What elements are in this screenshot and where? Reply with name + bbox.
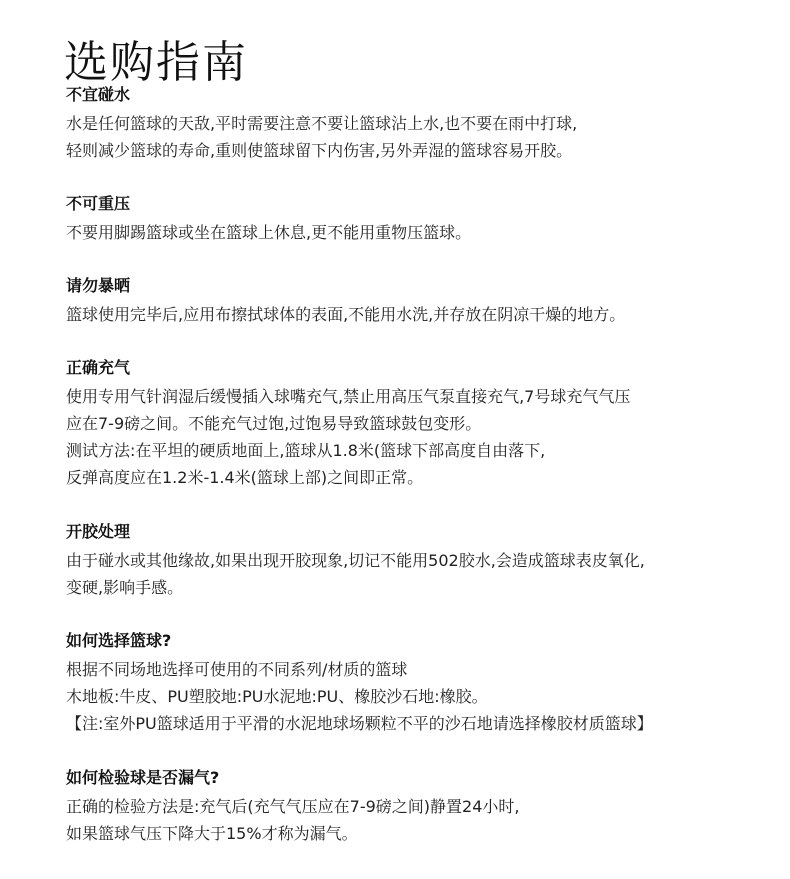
section-line: 【注:室外PU篮球适用于平滑的水泥地球场颗粒不平的沙石地请选择橡胶材质篮球】 xyxy=(66,714,653,733)
section-heading: 如何选择篮球? xyxy=(66,631,172,650)
section-heading: 正确充气 xyxy=(66,358,131,377)
section-heading: 请勿暴晒 xyxy=(66,276,131,295)
section-line: 正确的检验方法是:充气后(充气气压应在7-9磅之间)静置24小时, xyxy=(66,797,520,816)
section-heading: 不可重压 xyxy=(66,194,131,213)
section-line: 使用专用气针润湿后缓慢插入球嘴充气,禁止用高压气泵直接充气,7号球充气气压 xyxy=(66,387,631,406)
section-no-water xyxy=(66,84,577,164)
section-no-sun xyxy=(66,275,625,328)
section-line: 反弹高度应在1.2米-1.4米(篮球上部)之间即正常。 xyxy=(66,468,424,487)
section-line: 木地板:牛皮、PU塑胶地:PU水泥地:PU、橡胶沙石地:橡胶。 xyxy=(66,687,488,706)
section-line: 轻则减少篮球的寿命,重则使篮球留下内伤害,另外弄湿的篮球容易开胶。 xyxy=(66,141,573,160)
section-leak-check xyxy=(66,767,519,847)
section-glue-repair xyxy=(66,521,645,601)
section-line: 水是任何篮球的天敌,平时需要注意不要让篮球沾上水,也不要在雨中打球, xyxy=(66,114,578,133)
section-line: 如果篮球气压下降大于15%才称为漏气。 xyxy=(66,824,358,843)
section-line: 变硬,影响手感。 xyxy=(66,578,184,597)
section-no-pressure xyxy=(66,193,471,246)
page-title: 选购指南 xyxy=(64,37,248,89)
section-inflation xyxy=(66,357,630,491)
section-heading: 不宜碰水 xyxy=(66,85,131,104)
section-line: 由于碰水或其他缘故,如果出现开胶现象,切记不能用502胶水,会造成篮球表皮氧化, xyxy=(66,551,645,570)
section-line: 根据不同场地选择可使用的不同系列/材质的篮球 xyxy=(66,660,408,679)
section-line: 测试方法:在平坦的硬质地面上,篮球从1.8米(篮球下部高度自由落下, xyxy=(66,441,546,460)
section-choose-ball xyxy=(66,630,653,737)
section-heading: 如何检验球是否漏气? xyxy=(66,768,220,787)
section-line: 不要用脚踢篮球或坐在篮球上休息,更不能用重物压篮球。 xyxy=(66,223,472,242)
section-heading: 开胶处理 xyxy=(66,522,131,541)
section-line: 应在7-9磅之间。不能充气过饱,过饱易导致篮球鼓包变形。 xyxy=(66,414,482,433)
section-line: 篮球使用完毕后,应用布擦拭球体的表面,不能用水洗,并存放在阴凉干燥的地方。 xyxy=(66,305,626,324)
